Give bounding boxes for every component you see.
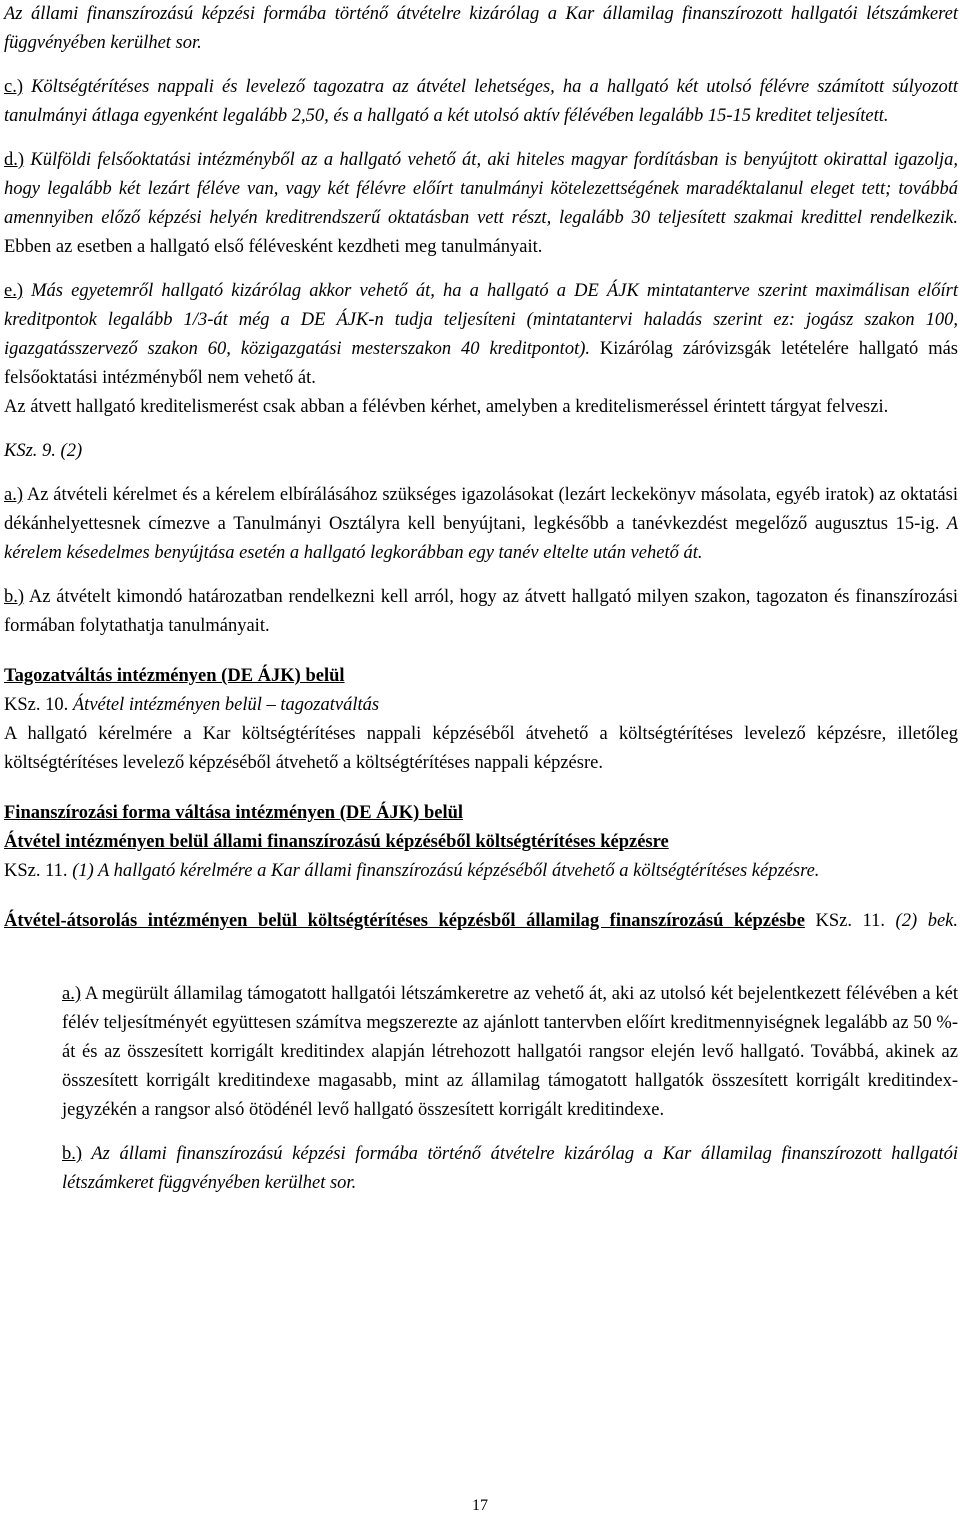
ksz10-reference [4, 691, 958, 720]
paragraph-e [4, 277, 958, 393]
paragraph-mode-change: A hallgató kérelmére a Kar költségtérítéses nappali képzéséből átvehető a költségtérítéses levelező képzésre, illetőleg költségtérítéses levelező képzéséből átvehető a költségtérítéses nappali képzésre. [4, 724, 958, 773]
paragraph-c [4, 73, 958, 131]
ksz11-paragraph-1 [4, 857, 958, 886]
ksz11-2-reference-text: (2) bek. [895, 911, 958, 931]
paragraph-credit-recognition: Az átvett hallgató kreditelismerést csak abban a félévben kérhet, amelyben a kreditelismeréssel érintett tárgyat felveszi. [4, 397, 889, 417]
document-page [4, 0, 958, 1198]
atsorolas-paragraph-a-text: A megürült államilag támogatott hallgatói létszámkeretre az vehető át, aki az utolsó két bejelentkezett félévében a két félév teljesítményét együttesen számítva megszerezte az ajánlott tantervben előírt kreditmennyiségnek legalább az 50 %-át és az összesített korrigált kreditindex alapján létrehozott hallgatói rangsor elején levő hallgató. [62, 984, 958, 1062]
ksz9-item-label-a: a.) [4, 485, 23, 505]
ksz9-paragraph-a-text: Az átvételi kérelmet és a kérelem elbírálásához szükséges igazolásokat (lezárt leckekönyv másolata, egyéb iratok) az oktatási dékánhelyettesnek címezve a Tanulmányi Osztályra kell benyújtani, legkésőbb a tanévkezdést megelőző augusztus 15-ig. [4, 485, 958, 534]
ksz11-paragraph-1-text: (1) A hallgató kérelmére a Kar állami finanszírozású képzéséből átvehető a költségtérítéses képzésre. [72, 861, 820, 881]
ksz10-reference-title: Átvétel intézményen belül – tagozatváltás [72, 695, 380, 715]
paragraph-c-text: Költségtérítéses nappali és levelező tagozatra az átvétel lehetséges, ha a hallgató két utolsó félévre számított súlyozott tanulmányi átlaga egyenként legalább 2,50, és a hallgató a két utolsó aktív félévében legalább 15-15 kreditet teljesített. [4, 77, 958, 126]
item-label-c: c.) [4, 77, 23, 97]
atsorolas-item-label-a: a.) [62, 984, 81, 1004]
paragraph-e-text-upright: Kizárólag záróvizsgák letételére hallgató más felsőoktatási intézményből nem vehető át. [4, 339, 958, 388]
ksz9-item-label-b: b.) [4, 587, 25, 607]
paragraph-state-funding-note: Az állami finanszírozású képzési formába történő átvételre kizárólag a Kar államilag finanszírozott hallgatói létszámkeret függvényében kerülhet sor. [4, 4, 958, 53]
ksz9-reference: KSz. 9. (2) [4, 441, 83, 461]
paragraph-d-text-upright: Ebben az esetben a hallgató első félévesként kezdheti meg tanulmányait. [4, 237, 543, 257]
paragraph-d [4, 146, 958, 262]
heading-funding-change: Finanszírozási forma váltása intézményen (DE ÁJK) belül [4, 803, 464, 823]
ksz11-reference-prefix: KSz. 11. [4, 861, 73, 881]
ksz11-2-reference-prefix: KSz. 11. [804, 911, 896, 931]
ksz9-paragraph-b [4, 583, 958, 641]
atsorolas-paragraph-a [62, 980, 958, 1125]
paragraph-d-text: Külföldi felsőoktatási intézményből az a hallgató vehető át, aki hiteles magyar fordításban is benyújtott okirattal igazolja, hogy legalább két lezárt féléve van, vagy két félévre előírt tanulmányi kötelezettségének maradéktalanul eleget tett; továbbá amennyiben előző képzési helyén kreditrendszerű oktatásban vett részt, legalább 30 teljesített szakmai kredittel rendelkezik. [4, 150, 958, 228]
heading-fee-to-state [4, 907, 958, 965]
atsorolas-paragraph-a-text-2: Továbbá, akinek az összesített korrigált kreditindexe magasabb, mint az államilag támogatott hallgatók összesített korrigált kreditindex-jegyzékén a rangsor alsó ötödénél levő hallgató összesített korrigált kreditindexe. [62, 1042, 958, 1120]
ksz9-paragraph-a [4, 481, 958, 568]
ksz10-reference-prefix: KSz. 10. [4, 695, 73, 715]
heading-fee-to-state-text: Átvétel-átsorolás intézményen belül költségtérítéses képzésből államilag finanszírozású képzésbe [4, 911, 805, 931]
atsorolas-paragraph-b-text: Az állami finanszírozású képzési formába történő átvételre kizárólag a Kar államilag finanszírozott hallgatói létszámkeret függvényében kerülhet sor. [62, 1144, 958, 1193]
page-number: 17 [472, 1497, 488, 1514]
paragraph-e-text: Más egyetemről hallgató kizárólag akkor vehető át, ha a hallgató a DE ÁJK mintatanterve szerint maximálisan előírt kreditpontok legalább 1/3-át még a DE ÁJK-n tudja teljesíteni (mintatantervi haladás szerint ez: jogász szakon 100, igazgatásszervező szakon 60, közigazgatási mesterszakon 40 kreditpontot). [4, 281, 958, 359]
atsorolas-item-label-b: b.) [62, 1144, 83, 1164]
atsorolas-paragraph-b [62, 1140, 958, 1198]
item-label-d: d.) [4, 150, 25, 170]
heading-mode-change: Tagozatváltás intézményen (DE ÁJK) belül [4, 666, 345, 686]
ksz9-paragraph-b-text: Az átvételt kimondó határozatban rendelkezni kell arról, hogy az átvett hallgató milyen szakon, tagozaton és finanszírozási formában folytathatja tanulmányait. [4, 587, 958, 636]
ksz9-paragraph-a-text-italic: A kérelem késedelmes benyújtása esetén a hallgató legkorábban egy tanév eltelte után vehető át. [4, 514, 958, 563]
subheading-state-to-fee: Átvétel intézményen belül állami finanszírozású képzéséből költségtérítéses képzésre [4, 832, 669, 852]
item-label-e: e.) [4, 281, 23, 301]
